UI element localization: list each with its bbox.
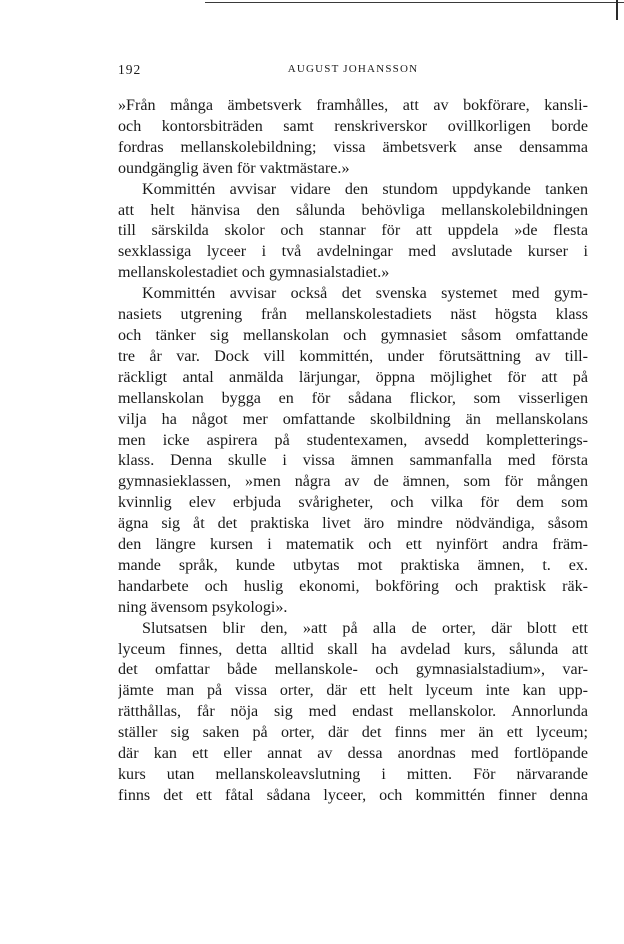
text-line: den längre kursen i matematik och ett nyinfört andra främ-	[118, 536, 588, 554]
text-line: mellanskolestadiet och gymnasialstadiet.»	[118, 264, 390, 282]
text-line: kurs utan mellanskoleavslutning i mitten. För närvarande	[118, 766, 588, 783]
text-line: ning ävensom psykologi».	[118, 598, 288, 616]
running-head: AUGUST JOHANSSON	[287, 63, 419, 75]
text-line: oundgänglig även för vaktmästare.»	[118, 159, 350, 177]
text-line: nasiets utgrening från mellanskolestadiets näst högsta klass	[118, 306, 588, 324]
text-line: kvinnlig elev erbjuda svårigheter, och vilka för dem som	[118, 494, 588, 512]
text-line: handarbete och huslig ekonomi, bokföring och praktisk räk-	[118, 577, 588, 595]
text-line: finns det ett fåtal sådana lyceer, och kommittén finner denna	[118, 786, 588, 804]
text-line: klass. Denna skulle i vissa ämnen sammanfalla med första	[118, 452, 588, 470]
text-line: sexklassiga lyceer i två avdelningar med avslutade kurser i	[118, 243, 588, 261]
text-line: att helt hänvisa den sålunda behövliga mellanskolebildningen	[118, 201, 588, 219]
text-line: lyceum finnes, detta alltid skall ha avdelad kurs, sålunda att	[118, 640, 588, 658]
text-line: »Från många ämbetsverk framhålles, att av bokförare, kansli-	[118, 97, 588, 114]
text-line: mande språk, kunde utbytas mot praktiska ämnen, t. ex.	[118, 556, 588, 574]
text-line: ägna sig åt det praktiska livet äro mindre nödvändiga, såsom	[118, 515, 588, 533]
page-edge-mark	[616, 0, 618, 20]
text-line: där kan ett eller annat av dessa anordnas med fortlöpande	[118, 745, 588, 763]
text-line: rätthållas, får nöja sig med endast mellanskolor. Annorlunda	[118, 703, 588, 721]
text-line: till särskilda skolor och stannar för att uppdela »de flesta	[118, 222, 588, 240]
text-line: jämte man på vissa orter, där ett helt lyceum inte kan upp-	[118, 682, 588, 700]
text-line: tre år var. Dock vill kommittén, under förutsättning av till-	[118, 347, 588, 365]
top-edge-rule	[205, 2, 624, 3]
text-line: mellanskolan bygga en för sådana flickor, som visserligen	[118, 389, 588, 407]
text-line: vilja ha något mer omfattande skolbildning än mellanskolans	[118, 410, 588, 428]
text-line: Kommittén avvisar vidare den stundom uppdykande tanken	[142, 180, 588, 198]
body-text	[118, 96, 588, 807]
text-line: Slutsatsen blir den, »att på alla de orter, där blott ett	[142, 619, 588, 637]
text-line: det omfattar både mellanskole- och gymnasialstadium», var-	[118, 661, 588, 679]
text-line: och tänker sig mellanskolan och gymnasiet såsom omfattande	[118, 326, 588, 344]
text-line: fordras mellanskolebildning; vissa ämbetsverk anse densamma	[118, 138, 588, 156]
text-line: gymnasieklassen, »men några av de ämnen, som för mången	[118, 473, 588, 491]
page-header	[118, 62, 588, 82]
text-line: ställer sig saken på orter, där det finns mer än ett lyceum;	[118, 724, 588, 742]
text-line: och kontorsbiträden samt renskriverskor ovillkorligen borde	[118, 117, 588, 135]
text-line: räckligt antal anmälda lärjungar, öppna möjlighet för att på	[118, 368, 588, 386]
text-line: men icke aspirera på studentexamen, avsedd kompletterings-	[118, 431, 588, 449]
page-number: 192	[118, 62, 142, 77]
text-line: Kommittén avvisar också det svenska systemet med gym-	[142, 285, 588, 303]
